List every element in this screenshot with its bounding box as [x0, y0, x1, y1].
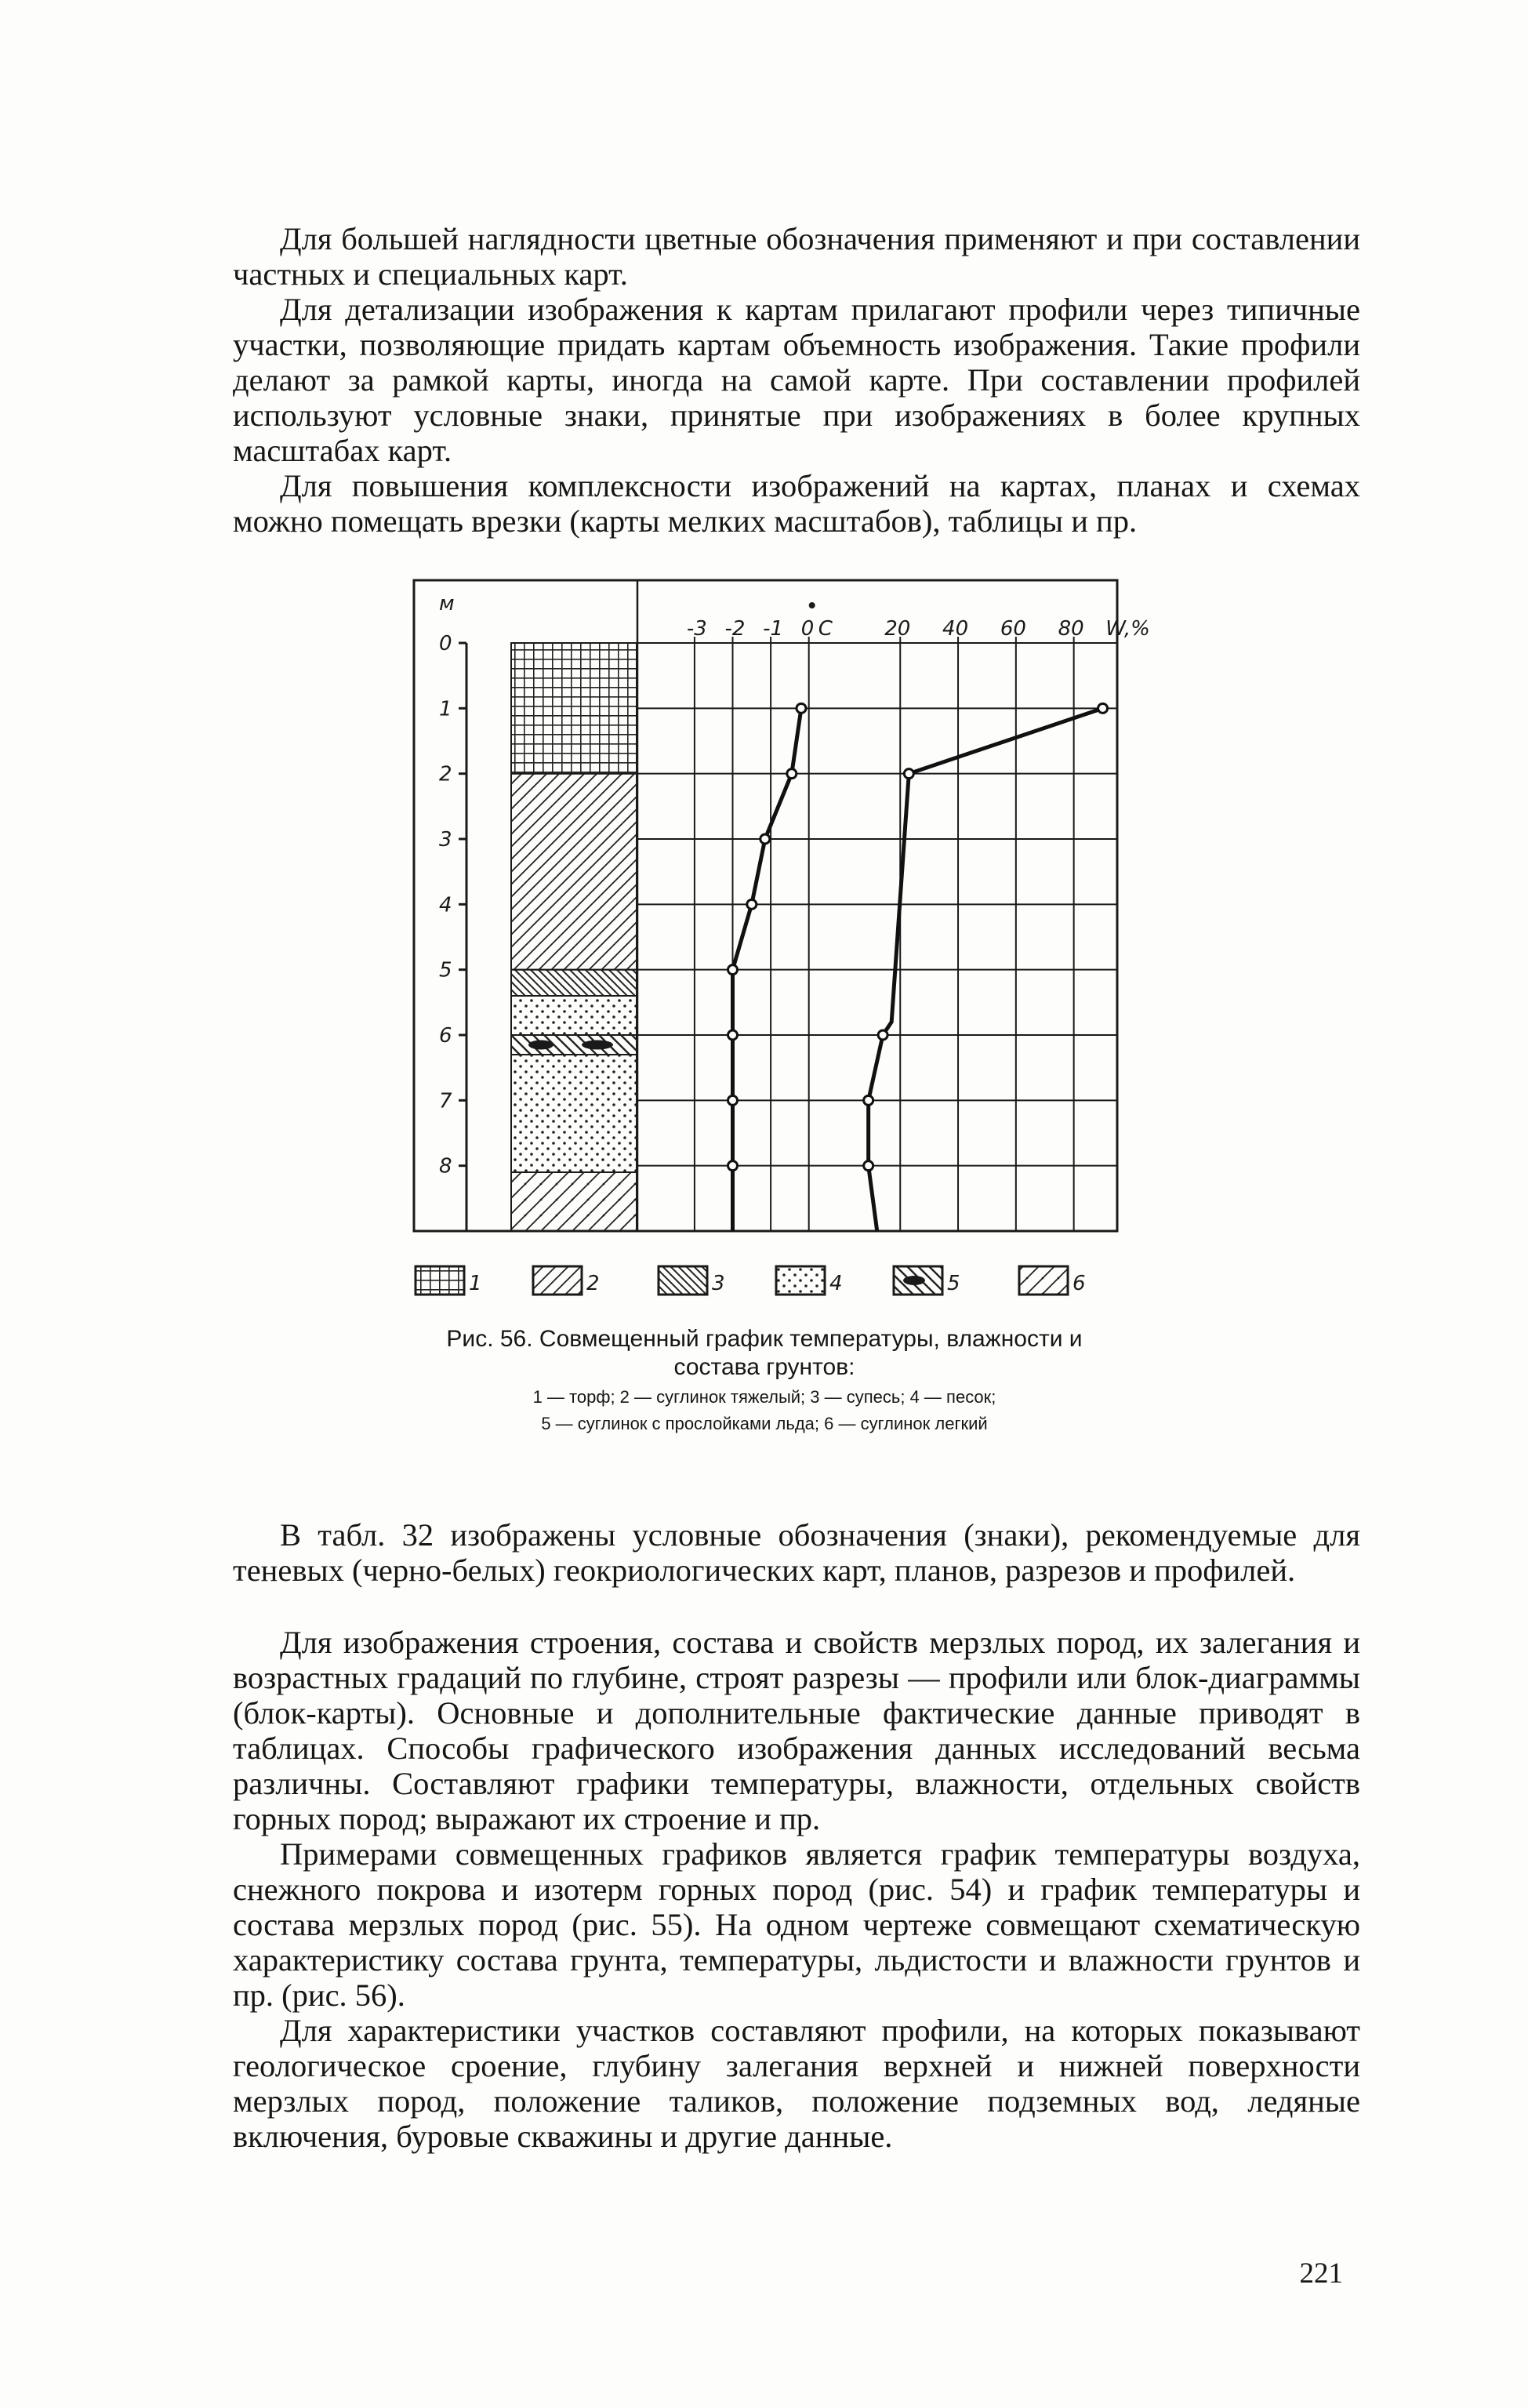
legend-swatch-6: [1019, 1266, 1068, 1295]
combined-chart: [392, 565, 1150, 1333]
soil-layer-1: [511, 643, 637, 774]
moisture-point: [1098, 703, 1108, 713]
legend-number: 5: [947, 1272, 960, 1295]
paragraph: В табл. 32 изображены условные обозначения (знаки), рекомендуемые для теневых (черно-белых) геокриологических карт, планов, разрезов и профилей.: [233, 1517, 1360, 1588]
moisture-unit-label: W,%: [1105, 617, 1150, 641]
temperature-point: [797, 703, 806, 713]
depth-unit-label: м: [439, 592, 455, 616]
temperature-point: [728, 1030, 738, 1040]
moisture-tick-label: 60: [1000, 617, 1026, 641]
page-number: 221: [1299, 2257, 1343, 2290]
moisture-tick-label: 40: [942, 617, 969, 641]
temperature-point: [728, 1161, 738, 1171]
legend-swatch-3: [659, 1266, 707, 1295]
moisture-point: [864, 1161, 873, 1171]
legend-item: [776, 1266, 825, 1295]
depth-tick-label: 1: [439, 697, 452, 721]
legend-item: [533, 1266, 582, 1295]
legend-item: [1019, 1266, 1068, 1295]
soil-layer-2: [511, 774, 637, 970]
soil-layer-4: [511, 1055, 637, 1172]
legend-number: 1: [469, 1272, 482, 1295]
paragraph: Для характеристики участков составляют профили, на которых показывают геологическое сроение, глубину залегания верхней и нижней поверхности мерзлых пород, положение таликов, положение подземных вод, ледяные включения, буровые скважины и другие данные.: [233, 2013, 1360, 2154]
soil-layer-4: [511, 996, 637, 1035]
figure-caption-title: Рис. 56. Совмещенный график температуры, влажности и состава грунтов:: [446, 1326, 1083, 1380]
temperature-tick-label: -1: [763, 617, 784, 641]
paragraph: Для изображения строения, состава и свойств мерзлых пород, их залегания и возрастных градаций по глубине, строят разрезы — профили или блок-диаграммы (блок-карты). Основные и дополнительные фактические данные приводят в таблицах. Способы графического изображения данных исследований весьма различны. Составляют графики температуры, влажности, отдельных свойств горных пород; выражают их строение и пр.: [233, 1625, 1360, 1836]
legend-number: 4: [829, 1272, 843, 1295]
temperature-tick-label: -3: [686, 617, 707, 641]
paragraph: Для детализации изображения к картам прилагают профили через типичные участки, позволяющие придать картам объемность изображения. Такие профили делают за рамкой карты, иногда на самой карте. При составлении профилей используют условные знаки, принятые при изображениях в более крупных масштабах карт.: [233, 292, 1360, 468]
figure-caption-legend: 1 — торф; 2 — суглинок тяжелый; 3 — супесь; 4 — песок; 5 — суглинок с прослойками льда; 6 — суглинок легкий: [532, 1387, 996, 1433]
legend-item: [416, 1266, 464, 1295]
moisture-tick-label: 20: [884, 617, 911, 641]
depth-tick-label: 4: [439, 893, 452, 917]
degree-mark: [809, 602, 815, 608]
depth-tick-label: 2: [439, 762, 452, 786]
paragraph: Для повышения комплексности изображений на картах, планах и схемах можно помещать врезки (карты мелких масштабов), таблицы и пр.: [233, 468, 1360, 539]
temperature-point: [728, 965, 738, 975]
legend-swatch-4: [776, 1266, 825, 1295]
temperature-point: [760, 834, 770, 844]
legend-number: 6: [1073, 1272, 1086, 1295]
depth-tick-label: 8: [439, 1154, 452, 1179]
temperature-unit-label: С: [818, 617, 833, 641]
depth-tick-label: 5: [439, 958, 452, 982]
legend-item: [659, 1266, 707, 1295]
moisture-point: [904, 769, 913, 779]
depth-tick-label: 0: [439, 632, 452, 656]
paragraph: Для большей наглядности цветные обозначения применяют и при составлении частных и специальных карт.: [233, 221, 1360, 292]
moisture-point: [864, 1095, 873, 1105]
legend-swatch-2: [533, 1266, 582, 1295]
legend-number: 3: [712, 1272, 725, 1295]
depth-tick-label: 6: [439, 1024, 452, 1048]
temperature-tick-label: 0: [800, 617, 815, 641]
ice-lens: [528, 1041, 553, 1050]
soil-layer-3: [511, 970, 637, 996]
legend-swatch-1: [416, 1266, 464, 1295]
moisture-tick-label: 80: [1058, 617, 1084, 641]
temperature-tick-label: -2: [724, 617, 746, 641]
temperature-point: [747, 899, 757, 909]
legend-number: 2: [586, 1272, 600, 1295]
temperature-point: [787, 769, 797, 779]
soil-layer-6: [511, 1172, 637, 1231]
paragraph: Примерами совмещенных графиков является график температуры воздуха, снежного покрова и изотерм горных пород (рис. 54) и график температуры и состава мерзлых пород (рис. 55). На одном чертеже совмещают схематическую характеристику состава грунта, температуры, льдистости и влажности грунтов и пр. (рис. 56).: [233, 1836, 1360, 2013]
depth-tick-label: 3: [439, 828, 452, 852]
depth-tick-label: 7: [439, 1089, 452, 1113]
legend-item: [894, 1266, 942, 1295]
legend-ice-lens: [903, 1276, 925, 1285]
ice-lens: [582, 1041, 613, 1050]
temperature-point: [728, 1095, 738, 1105]
moisture-point: [878, 1030, 887, 1040]
